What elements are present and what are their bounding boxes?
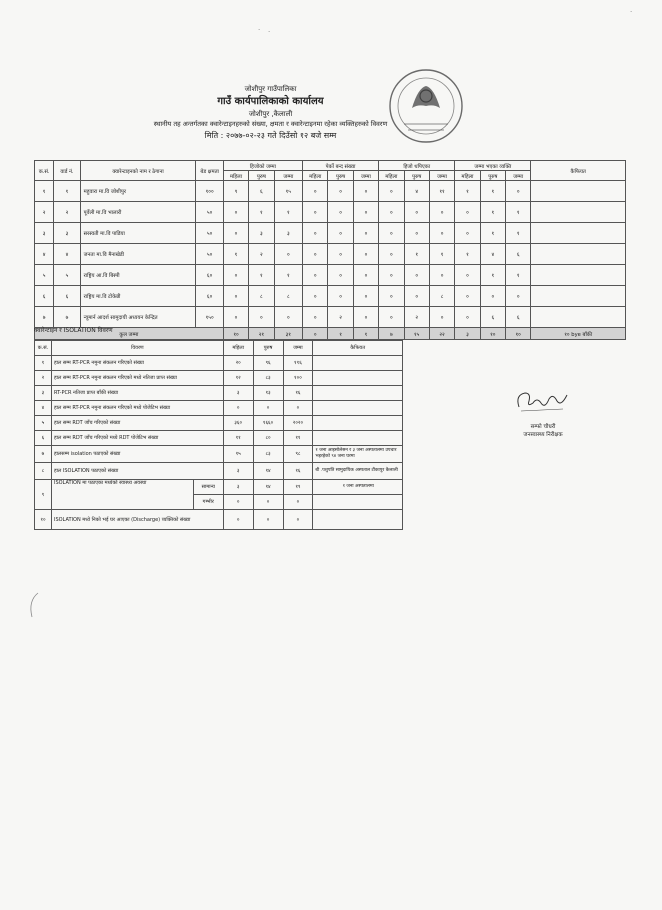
row-count: ० [303,223,328,244]
row-name: न्यूमार्न आदर्श सामुदायी अध्ययन केन्द्रित [80,307,196,328]
cell-male: १६६० [253,416,283,431]
row-count: १५ [274,181,302,202]
row-count: ० [455,286,480,307]
quarantine-row [35,244,626,265]
total-cell: १ [353,328,378,340]
cell-female: २० [223,356,253,371]
office-place: जोशीपुर ,कैलाली [248,110,293,118]
row-count: ० [429,223,454,244]
row-count: ० [379,181,404,202]
row-remarks [531,265,626,286]
total-row [35,328,626,340]
row-count: १ [404,244,429,265]
row-count: १ [480,223,505,244]
cell-female: ३६० [223,416,253,431]
row-count: ० [223,286,248,307]
row-capacity: ५० [196,202,223,223]
row-count: ० [429,307,454,328]
isolation-row [35,446,403,463]
subcol-male: पुरुष [249,171,274,181]
scan-speck: · [258,26,261,34]
isolation-row [35,431,403,446]
row-count: ० [274,244,302,265]
row-count: २ [249,244,274,265]
row-sn: ७ [35,307,54,328]
row-count: १ [506,265,531,286]
row-count: ० [404,286,429,307]
cell-female: ३ [223,480,253,495]
col-remarks: कैफियत [531,161,626,181]
total-cell: ७ [379,328,404,340]
row-count: ३ [249,223,274,244]
cell-total: २०२० [283,416,313,431]
row-desc: ISOLATION मा पठाएका मध्येको स्वास्थ्य अवस्था [51,480,193,510]
row-desc: हाल सम्म RT-PCR नमुना संकलन गरिएको संख्या [51,356,223,371]
row-count: १ [480,265,505,286]
col-name: क्वारेन्टाइनको नाम र ठेगाना [80,161,196,181]
row-count: ० [404,265,429,286]
row-count: ६ [506,244,531,265]
row-count: १ [506,223,531,244]
row-count: ० [455,202,480,223]
cell-remarks [313,401,403,416]
total-cell: २१ [249,328,274,340]
row-sn: १ [35,356,52,371]
quarantine-row [35,286,626,307]
cell-male: ९६ [253,356,283,371]
row-count: ६ [249,181,274,202]
row-sn: ६ [35,286,54,307]
row-desc: हाल सम्म RDT जाँच गरिएको मध्ये RDT पोजेटिभ संख्या [51,431,223,446]
group-released: पेर्को बन्द संख्या [303,161,379,171]
row-remarks [531,244,626,265]
row-ward: ७ [54,307,80,328]
row-count: ० [328,244,353,265]
row-count: १ [249,202,274,223]
isolation-table [34,340,403,530]
subcol-female: महिला [223,171,248,181]
total-cell: ० [303,328,328,340]
row-count: ० [353,202,378,223]
sub-label: गम्भीर [193,495,223,510]
subcol-male: पुरुष [480,171,505,181]
row-capacity: ६० [196,286,223,307]
sub-label: सामान्य [193,480,223,495]
row-count: ० [328,286,353,307]
quarantine-row [35,223,626,244]
row-ward: २ [54,202,80,223]
row-count: ० [379,244,404,265]
total-remarks: १० bye बाँकी [531,328,626,340]
row-sn: १ [35,181,54,202]
row-count: ३ [274,223,302,244]
row-count: ० [223,202,248,223]
row-name: जनता मा.वि मैनाखेडी [80,244,196,265]
row-count: ० [353,244,378,265]
cell-total: १६ [283,386,313,401]
cell-total: ११६ [283,356,313,371]
row-count: ० [455,265,480,286]
row-name: राष्ट्रिय मा.वि टोकेन्नी [80,286,196,307]
cell-total: ० [283,401,313,416]
col-remarks: कैफियत [313,341,403,356]
row-sn: ७ [35,446,52,463]
quarantine-row [35,307,626,328]
row-sn: ३ [35,223,54,244]
row-count: ६ [506,307,531,328]
row-desc: हाल ISOLATION पठाएको संख्या [51,463,223,480]
group-current: जम्मा भएका व्यक्ति [455,161,531,171]
row-sn: ८ [35,463,52,480]
cell-male: ८३ [253,371,283,386]
row-count: ० [274,307,302,328]
subcol-female: महिला [379,171,404,181]
col-desc: विवरण [51,341,223,356]
section-title: क्वारेन्टाइन र ISOLATION विवरण [34,327,113,334]
cell-total: १९ [283,480,313,495]
total-cell: १ [328,328,353,340]
col-female: महिला [223,341,253,356]
row-count: ८ [249,286,274,307]
total-cell: ३ [455,328,480,340]
col-sn: क.सं. [35,161,54,181]
col-total: जम्मा [283,341,313,356]
row-count: ० [303,181,328,202]
row-sn: ३ [35,386,52,401]
row-name: सरस्वती मा.वि पाडिया [80,223,196,244]
row-remarks [531,223,626,244]
signatory-title: जनस्वास्थ्य निरीक्षक [523,432,563,438]
row-count: १ [274,202,302,223]
row-count: १ [249,265,274,286]
row-name: पूर्वेली मा.वि भालारी [80,202,196,223]
quarantine-row [35,202,626,223]
row-count: ० [303,307,328,328]
row-count: ० [303,244,328,265]
row-name: राष्ट्रिय आ.वि बिस्पी [80,265,196,286]
row-count: १ [506,202,531,223]
cell-male: १४ [253,480,283,495]
row-count: ० [455,307,480,328]
row-count: ० [480,286,505,307]
cell-female: १२ [223,371,253,386]
cell-total: ० [283,495,313,510]
row-count: ० [455,223,480,244]
subcol-total: जम्मा [274,171,302,181]
row-ward: ५ [54,265,80,286]
subcol-total: जम्मा [429,171,454,181]
col-male: पुरुष [253,341,283,356]
report-date: मिति : २०७७-०२-२३ गते दिउँसो १२ बजे सम्म [204,131,337,140]
cell-male: १४ [253,463,283,480]
subcol-female: महिला [303,171,328,181]
subcol-male: पुरुष [404,171,429,181]
cell-total: ० [283,510,313,530]
cell-remarks [313,416,403,431]
col-ward: वार्ड नं. [54,161,80,181]
row-desc: हाल सम्म RT-PCR नमुना संकलन गरिएको मध्ये पोजेटिभ संख्या [51,401,223,416]
cell-male: १३ [253,386,283,401]
scan-mark [26,591,46,621]
row-count: ० [429,202,454,223]
cell-remarks: बी .पशुपति सामुदायिक अस्पताल टीकापुर कैलाली [313,463,403,480]
row-count: ० [379,223,404,244]
total-cell: १० [223,328,248,340]
row-count: ० [379,286,404,307]
row-desc: ISOLATION मध्ये निको भई घर आएका (Discharge) व्यक्तिको संख्या [51,510,223,530]
row-count: ६ [480,307,505,328]
cell-female: ११ [223,431,253,446]
row-count: १ [480,181,505,202]
row-count: ० [328,223,353,244]
scan-speck: · [630,8,633,16]
row-count: २ [404,307,429,328]
row-count: ० [404,223,429,244]
row-count: ० [353,223,378,244]
row-count: ० [223,307,248,328]
cell-female: १५ [223,446,253,463]
cell-remarks: १ जना आइसोलेसन र ३ जना अस्पतालमा उपचार भइरहेको ९४ जना घरमा [313,446,403,463]
row-name: महुवारा मा.वि जोशीपुर [80,181,196,202]
group-yesterday: हिजोको जम्मा [223,161,302,171]
signature [511,385,571,415]
row-count: १ [223,244,248,265]
row-capacity: १५० [196,307,223,328]
quarantine-row [35,181,626,202]
isolation-row [35,386,403,401]
cell-remarks [313,431,403,446]
cell-remarks [313,510,403,530]
row-sn: ९ [35,480,52,510]
row-count: ० [223,265,248,286]
row-capacity: ५० [196,223,223,244]
row-count: ० [328,265,353,286]
cell-male: ० [253,401,283,416]
isolation-row [35,401,403,416]
row-count: ० [506,286,531,307]
isolation-header-row [35,341,403,356]
row-count: ० [303,202,328,223]
row-count: ० [379,202,404,223]
row-count: ० [404,202,429,223]
subcol-total: जम्मा [353,171,378,181]
cell-male: ० [253,510,283,530]
signatory-block [510,423,576,439]
row-desc: हालसम्म isolation पठाएको संख्या [51,446,223,463]
row-capacity: १०० [196,181,223,202]
row-remarks [531,286,626,307]
scan-speck: · [268,28,271,36]
cell-total: ९८ [283,446,313,463]
row-remarks [531,181,626,202]
row-remarks [531,307,626,328]
row-ward: ३ [54,223,80,244]
total-cell: २२ [429,328,454,340]
isolation-row-10 [35,510,403,530]
row-remarks [531,202,626,223]
total-cell: ३१ [274,328,302,340]
row-count: ० [506,181,531,202]
isolation-row [35,371,403,386]
cell-remarks [313,356,403,371]
cell-female: ३ [223,386,253,401]
org-name: जोशीपुर गाउँपालिका [244,85,297,93]
row-desc: हाल सम्म RDT जाँच गरिएको संख्या [51,416,223,431]
total-cell: १० [506,328,531,340]
signatory-name: सम्फो चौधरी [530,424,556,430]
row-count: ४ [480,244,505,265]
cell-male: ८३ [253,446,283,463]
row-count: १ [274,265,302,286]
row-count: १ [455,181,480,202]
row-ward: ६ [54,286,80,307]
isolation-row [35,463,403,480]
row-sn: ५ [35,416,52,431]
subcol-male: पुरुष [328,171,353,181]
row-count: ० [353,181,378,202]
cell-remarks [313,495,403,510]
row-sn: ४ [35,401,52,416]
office-title: गाउँ कार्यपालिकाको कार्यालय [217,96,324,107]
row-count: ० [328,202,353,223]
row-capacity: ६० [196,265,223,286]
row-count: ० [429,265,454,286]
cell-female: ० [223,495,253,510]
isolation-row [35,416,403,431]
quarantine-row [35,265,626,286]
report-subject: स्थानीय तह अन्तर्गतका क्वारेन्टाइनहरुको संख्या, क्षमता र क्वारेन्टाइनमा रहेका व्यक्तिहरुको विवरण [153,120,388,128]
row-count: ० [303,265,328,286]
row-sn: ६ [35,431,52,446]
cell-remarks [313,386,403,401]
row-count: ० [353,307,378,328]
cell-female: ३ [223,463,253,480]
cell-remarks [313,371,403,386]
col-sn: क.सं. [35,341,52,356]
row-ward: १ [54,181,80,202]
row-capacity: ५० [196,244,223,265]
row-count: ४ [404,181,429,202]
row-count: ० [249,307,274,328]
row-count: ० [223,223,248,244]
row-count: ८ [429,286,454,307]
row-ward: ४ [54,244,80,265]
row-count: १ [455,244,480,265]
row-sn: १० [35,510,52,530]
office-stamp [386,66,466,146]
row-count: ८ [274,286,302,307]
row-sn: ५ [35,265,54,286]
total-label: कुल जम्मा [35,328,224,340]
cell-total: १०० [283,371,313,386]
row-count: २ [328,307,353,328]
row-count: ० [303,286,328,307]
row-count: ० [379,265,404,286]
row-count: १ [429,244,454,265]
cell-total: १६ [283,463,313,480]
subcol-total: जम्मा [506,171,531,181]
row-count: ० [353,265,378,286]
subcol-female: महिला [455,171,480,181]
cell-total: ११ [283,431,313,446]
row-count: ० [328,181,353,202]
cell-female: ० [223,510,253,530]
total-cell: १० [480,328,505,340]
header-row-1 [35,161,626,171]
row-sn: २ [35,202,54,223]
isolation-row-9a [35,480,403,495]
row-sn: २ [35,371,52,386]
cell-female: ० [223,401,253,416]
isolation-row [35,356,403,371]
row-desc: हाल सम्म RT-PCR नमुना संकलन गरिएको मध्ये नतिजा प्राप्त संख्या [51,371,223,386]
row-desc: RT-PCR नतिजा प्राप्त बाँकी संख्या [51,386,223,401]
row-count: ० [379,307,404,328]
total-cell: १५ [404,328,429,340]
col-capacity: बेड क्षमता [196,161,223,181]
row-count: ११ [429,181,454,202]
row-count: ९ [223,181,248,202]
row-count: १ [480,202,505,223]
row-count: ० [353,286,378,307]
group-added: हिजो थपिएका [379,161,455,171]
quarantine-table [34,160,626,340]
row-sn: ४ [35,244,54,265]
cell-male: ८० [253,431,283,446]
cell-remarks: १ जना अस्पतालमा [313,480,403,495]
cell-male: ० [253,495,283,510]
